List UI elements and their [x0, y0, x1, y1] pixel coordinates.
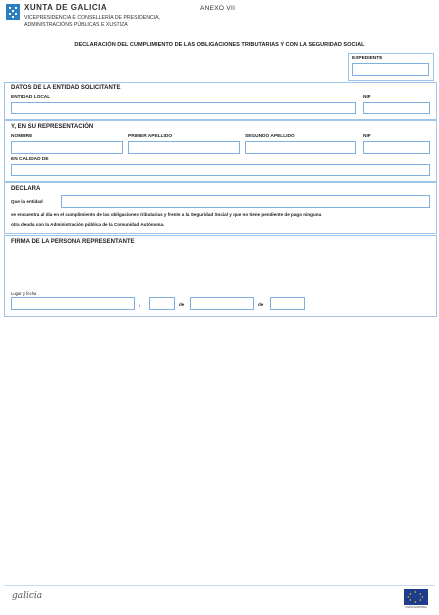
footer-divider	[4, 585, 435, 586]
primer-apellido-label: PRIMER APELLIDO	[128, 134, 173, 139]
document-title: DECLARACIÓN DEL CUMPLIMIENTO DE LAS OBLIGACIONES TRIBUTARIAS Y CON LA SEGURIDAD SOCIAL	[74, 42, 365, 48]
xunta-logo-icon	[6, 4, 20, 20]
dia-field[interactable]	[149, 297, 175, 310]
entidad-local-field[interactable]	[11, 102, 356, 114]
lugar-fecha-label: Lugar y fecha	[11, 291, 37, 296]
anio-field[interactable]	[270, 297, 305, 310]
entidad-prefix-text: Que la entidad	[11, 199, 43, 204]
galicia-logo: galicia	[12, 591, 43, 601]
declara-text-line2: otra deuda con la Administración pública de la Comunidad Autónoma.	[11, 222, 165, 227]
declara-text-line1: se encuentra al día en el cumplimiento de las obligaciones tributarias y frente a la Seguridad Social y que no tiene pendiente de pago ninguna	[11, 212, 322, 217]
annex-label: ANEXO VII	[200, 5, 236, 12]
de-text-1: de	[179, 302, 185, 307]
representacion-section-title: Y, EN SU REPRESENTACIÓN	[11, 124, 94, 130]
entidad-nif-label: NIF	[363, 95, 371, 100]
lugar-field[interactable]	[11, 297, 135, 310]
representante-nif-field[interactable]	[363, 141, 430, 154]
entidad-section-title: DATOS DE LA ENTIDAD SOLICITANTE	[11, 85, 121, 91]
department-name: VICEPRESIDENCIA E CONSELLERÍA DE PRESIDENCIA, ADMINISTRACIÓNS PÚBLICAS E XUSTIZA	[24, 15, 161, 28]
calidad-label: EN CALIDAD DE	[11, 157, 49, 162]
brand-name: XUNTA DE GALICIA	[24, 3, 108, 12]
nombre-field[interactable]	[11, 141, 123, 154]
representante-nif-label: NIF	[363, 134, 371, 139]
comma-text: ,	[139, 302, 141, 307]
primer-apellido-field[interactable]	[128, 141, 240, 154]
expediente-field[interactable]	[352, 63, 429, 76]
firma-section-title: FIRMA DE LA PERSONA REPRESENTANTE	[11, 239, 135, 245]
segundo-apellido-field[interactable]	[245, 141, 356, 154]
de-text-2: de	[258, 302, 264, 307]
nombre-label: NOMBRE	[11, 134, 33, 139]
entidad-nif-field[interactable]	[363, 102, 430, 114]
eu-flag-icon: ★ ★ ★ ★ ★ ★ ★ ★	[404, 589, 428, 605]
declara-section-title: DECLARA	[11, 186, 41, 192]
entidad-local-label: ENTIDAD LOCAL	[11, 95, 51, 100]
expediente-label: EXPEDIENTE	[352, 56, 383, 61]
calidad-field[interactable]	[11, 164, 430, 176]
declara-entidad-field[interactable]	[61, 195, 430, 208]
segundo-apellido-label: SEGUNDO APELLIDO	[245, 134, 295, 139]
mes-field[interactable]	[190, 297, 254, 310]
eu-caption: UNIÓN EUROPEA	[405, 606, 427, 609]
